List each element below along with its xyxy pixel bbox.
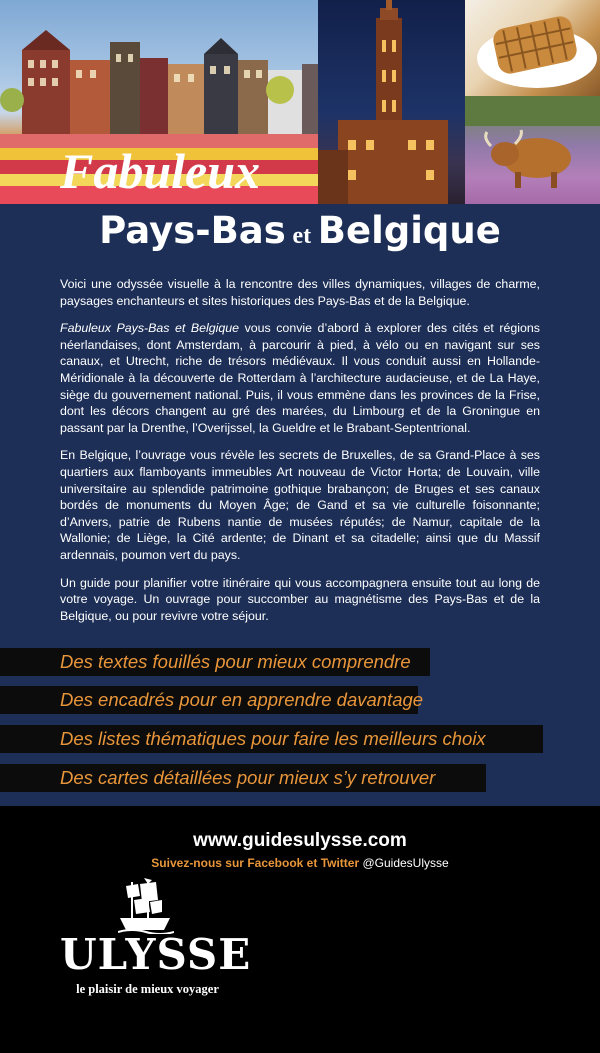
page-title — [0, 209, 600, 252]
feature-item: Des cartes détaillées pour mieux s’y retrouver — [0, 764, 486, 792]
brand-slogan: le plaisir de mieux voyager — [76, 982, 219, 996]
social-line — [0, 856, 600, 870]
brand-logo-text: ULYSSE — [60, 930, 252, 979]
website-link[interactable]: www.guidesulysse.com — [193, 830, 407, 851]
waffle-photo — [465, 0, 600, 96]
description-netherlands — [60, 320, 540, 436]
ship-logo-icon — [118, 878, 174, 934]
follow-prefix: Suivez-nous sur — [151, 856, 248, 870]
description-conclusion: Un guide pour planifier votre itinéraire qui vous accompagnera ensuite tout au long de votre voyage. Un ouvrage pour succomber au magnétisme des Pays-Bas et de la Belgique, ou pour revivre votre séjour. — [60, 575, 540, 623]
feature-item: Des listes thématiques pour faire les meilleurs choix — [0, 725, 543, 753]
description-intro: Voici une odyssée visuelle à la rencontre des villes dynamiques, villages de charme, paysages enchanteurs et sites historiques des Pays-Bas et de la Belgique. — [60, 277, 540, 308]
footer — [0, 806, 600, 1053]
book-description — [60, 276, 540, 624]
facebook-link[interactable]: Facebook — [247, 856, 304, 870]
bruges-belfry-photo — [318, 0, 465, 204]
waffle-illustration — [465, 0, 600, 96]
title-country-netherlands: Pays-Bas — [99, 209, 286, 252]
title-country-belgium: Belgique — [317, 209, 501, 252]
feature-item: Des textes fouillés pour mieux comprendre — [0, 648, 430, 676]
highland-cow-photo — [465, 96, 600, 204]
feature-item: Des encadrés pour en apprendre davantage — [0, 686, 418, 714]
title-script: Fabuleux — [60, 143, 261, 199]
twitter-link[interactable]: Twitter — [320, 856, 360, 870]
highland-cow-illustration — [465, 96, 600, 204]
belfry-illustration — [318, 0, 465, 204]
canal-houses-illustration — [0, 30, 318, 140]
title-connector: et — [292, 223, 312, 249]
book-title-italic: Fabuleux Pays-Bas et Belgique — [60, 321, 240, 336]
follow-and: et — [303, 856, 321, 870]
description-netherlands-text: vous convie d’abord à explorer des cités et régions néerlandaises, dont Amsterdam, à parcourir à pied, à vélo ou en navigant sur ses canaux, et Utrecht, riche de trésors médiévaux. Il vous conduit aussi en Hollande-Méridionale à la découverte de Rotterdam à l’architecture audacieuse, et de La Haye, siège du gouvernement national. Puis, il vous emmène dans les provinces de la Frise, dont les décors changent au gré des marées, du Limbourg et de la Groningue en passant par la Drenthe, l’Overijssel, la Gueldre et le Brabant-Septentrional. — [60, 321, 540, 435]
twitter-handle[interactable]: @GuidesUlysse — [359, 856, 449, 870]
description-belgium: En Belgique, l’ouvrage vous révèle les secrets de Bruxelles, de sa Grand-Place à ses quartiers aux flamboyants immeubles Art nouveau de Victor Horta; de Louvain, ville universitaire au splendide patrimoine gothique brabançon; de Bruges et ses canaux bordés de monuments du Moyen Âge; de Gand et sa vie culturelle foisonnante; d’Anvers, patrie de Rubens nantie de musées réputés; de Namur, capitale de la Wallonie; de Liège, la Cité ardente; de Dinant et sa citadelle; ainsi que du Massif ardennais, poumon vert du pays. — [60, 448, 540, 562]
